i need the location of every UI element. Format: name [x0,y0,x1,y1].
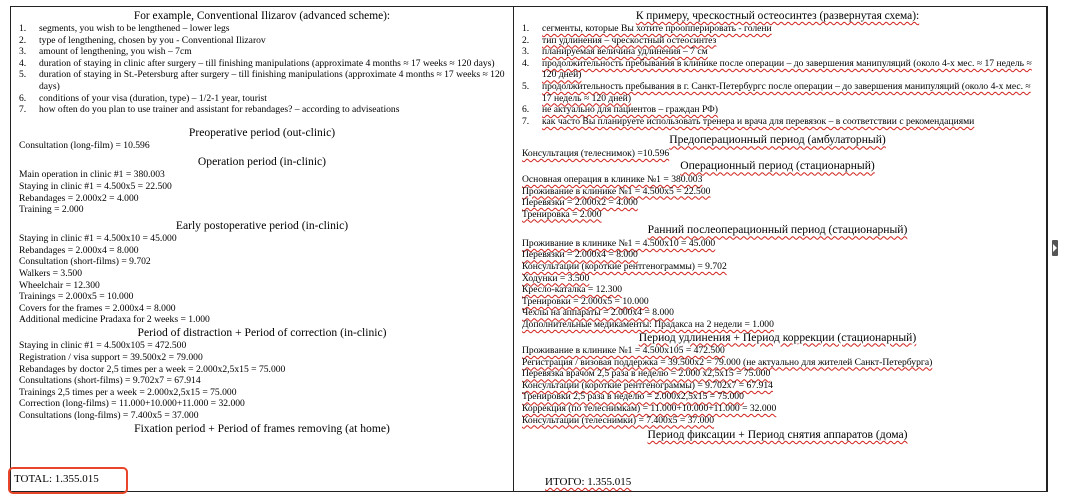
list-item: 3. планируемая величина удлинения – 7 см [522,46,708,58]
cost-line: Additional medicine Pradaxa for 2 weeks = 1.000 [19,314,210,326]
section-heading: Operation period (in-clinic) [197,154,327,168]
cost-line: Консультации (короткие рентгенограммы) = 9.702x7 = 67.914 [522,379,773,391]
section-heading: Period of distraction + Period of correction (in-clinic) [137,325,387,339]
list-item: 1. segments, you wish to be lengthened – lower legs [19,23,230,34]
cost-line: Registration / visa support = 39.500x2 = 79.000 [19,352,203,364]
scroll-handle-icon[interactable] [1052,240,1058,256]
section-heading: Early postoperative period (in-clinic) [175,218,349,232]
section-heading: Период фиксации + Период снятия аппаратов (дома) [647,428,908,442]
section-heading: Preoperative period (out-clinic) [188,125,336,139]
cost-line: Ходунки = 3.500 [522,272,590,284]
section-heading: Операционный период (стационарный) [680,159,875,173]
left-column-english [11,7,514,491]
cost-line: Тренировки 2,5 раза в неделю = 2.000x2,5x15 = 75.000 [522,391,744,403]
cost-line: Consultations (short-films) = 9.702x7 = 67.914 [19,375,201,387]
left-title: For example, Conventional Ilizarov (advanced scheme): [133,10,391,22]
section-heading: Период удлинения + Период коррекции (стационарный) [638,330,917,344]
document-page [10,6,1048,492]
cost-line: Correction (long-films) = 11.000+10.000+11.000 = 32.000 [19,398,245,410]
cost-line: Коррекция (по телеснимкам) = 11.000+10.000+11.000 = 32.000 [522,403,777,415]
list-item: 3. amount of lengthening, you wish – 7cm [19,46,192,58]
list-item: 4. продолжительность пребывания в клинике после операции – до завершения манипуляций (около 4-х мес. ≈ 17 недель ≈ 120 дней) [522,57,1032,81]
cost-line: Staying in clinic #1 = 4.500x105 = 472.500 [19,340,187,352]
cost-line: Тренировки = 2.000x5 = 10.000 [522,295,649,307]
cost-line: Чехлы на аппараты = 2.000x4 = 8.000 [522,307,674,319]
list-item: 2. type of lengthening, chosen by you - Conventional Ilizarov [19,34,266,46]
cost-line: Walkers = 3.500 [19,268,82,279]
cost-line: Rebandages = 2.000x2 = 4.000 [19,192,139,204]
cost-line: Trainings = 2.000x5 = 10.000 [19,291,134,303]
cost-line: Консультация (телеснимок) =10.596 [522,147,670,159]
cost-line: Wheelchair = 12.300 [19,279,100,291]
right-title: К примеру, чрескостный остеосинтез (развернутая схема): [635,10,920,22]
right-column-russian [514,7,1041,491]
list-item: 1. сегменты, которые Вы хотите проопперировать - голени [522,23,772,34]
cost-line: Перевязка врачом 2,5 раза в неделю = 2.000 x2,5x15 = 75.000 [522,368,771,380]
page-gutter [1041,7,1047,491]
cost-line: Перевязки = 2.000x4 = 8.000 [522,249,638,261]
cost-line: Перевязки = 2.000x2 = 4.000 [522,197,638,209]
cost-line: Тренировка = 2.000 [522,208,602,220]
section-heading: Предоперационный период (амбулаторный) [669,133,886,147]
cost-line: Rebandages by doctor 2,5 times per a week = 2.000x2,5x15 = 75.000 [19,363,286,375]
right-question-list [522,23,1033,127]
cost-line: Регистрация / визовая поддержка = 39.500x2 = 79.000 (не актуально для жителей Санкт-Петербурга) [522,356,933,368]
cost-line: Training = 2.000 [19,204,84,216]
list-item: 2. тип удлинения – чрескостный остеосинтез [522,34,717,46]
list-item: 6. не актуально для пациентов – граждан РФ) [522,104,718,116]
cost-line: Проживание в клинике №1 = 4.500x10 = 45.000 [522,237,716,249]
cost-line: Main operation in clinic #1 = 380.003 [19,169,165,181]
cost-line: Staying in clinic #1 = 4.500x10 = 45.000 [19,233,177,245]
list-item: 6. conditions of your visa (duration, type) – 1/2-1 year, tourist [19,92,267,104]
left-question-list [19,23,505,116]
list-item: 7. как часто Вы планируете использовать тренера и врача для перевязок – в соответствии с рекомендациями [522,115,975,127]
cost-line: Trainings 2,5 times per a week = 2.000x2,5x15 = 75.000 [19,386,237,398]
total-russian: ИТОГО: 1.355.015 [545,476,632,488]
section-heading: Ранний послеоперационный период (стационарный) [647,223,908,237]
cost-line: Consultation (long-film) = 10.596 [19,140,150,152]
cost-line: Staying in clinic #1 = 4.500x5 = 22.500 [19,180,172,192]
section-heading: Fixation period + Period of frames removing (at home) [134,421,390,435]
list-item: 5. duration of staying in St.-Petersburg after surgery – till finishing manipulations (approximate 4 months ≈ 17 weeks ≈ 120 days) [19,69,505,92]
cost-line: Проживание в клинике №1 = 4.500x5 = 22.500 [522,185,711,197]
cost-line: Консультации (короткие рентгенограммы) = 9.702 [522,261,727,272]
list-item: 5. продолжительность пребывания в г. Санкт-Петербургс после операции – до завершения манипуляций (около 4-х мес. ≈ 17 недель ≈ 120 дней) [522,80,1031,104]
cost-line: Rebandages = 2.000x4 = 8.000 [19,244,139,256]
cost-line: Проживание в клинике №1 = 4.500x105 = 472.500 [522,345,725,357]
total-english: TOTAL: 1.355.015 [14,473,99,485]
list-item: 7. how often do you plan to use trainer and assistant for rebandages? – according to adviseations [19,104,400,116]
cost-line: Дополнительные медикаменты: Прадакса на 2 недели = 1.000 [522,318,774,330]
cost-line: Консультации (телеснимки) = 7.400x5 = 37.000 [522,414,715,426]
cost-line: Основная операция в клинике №1 = 380.003 [522,173,703,185]
list-item: 4. duration of staying in clinic after surgery – till finishing manipulations (approximate 4 months ≈ 17 weeks ≈ 120 days) [19,57,495,69]
cost-line: Consultation (short-films) = 9.702 [19,256,151,268]
cost-line: Consultations (long-films) = 7.400x5 = 37.000 [19,410,199,422]
cost-line: Кресло-каталка = 12.300 [522,284,623,296]
cost-line: Covers for the frames = 2.000x4 = 8.000 [19,302,176,314]
